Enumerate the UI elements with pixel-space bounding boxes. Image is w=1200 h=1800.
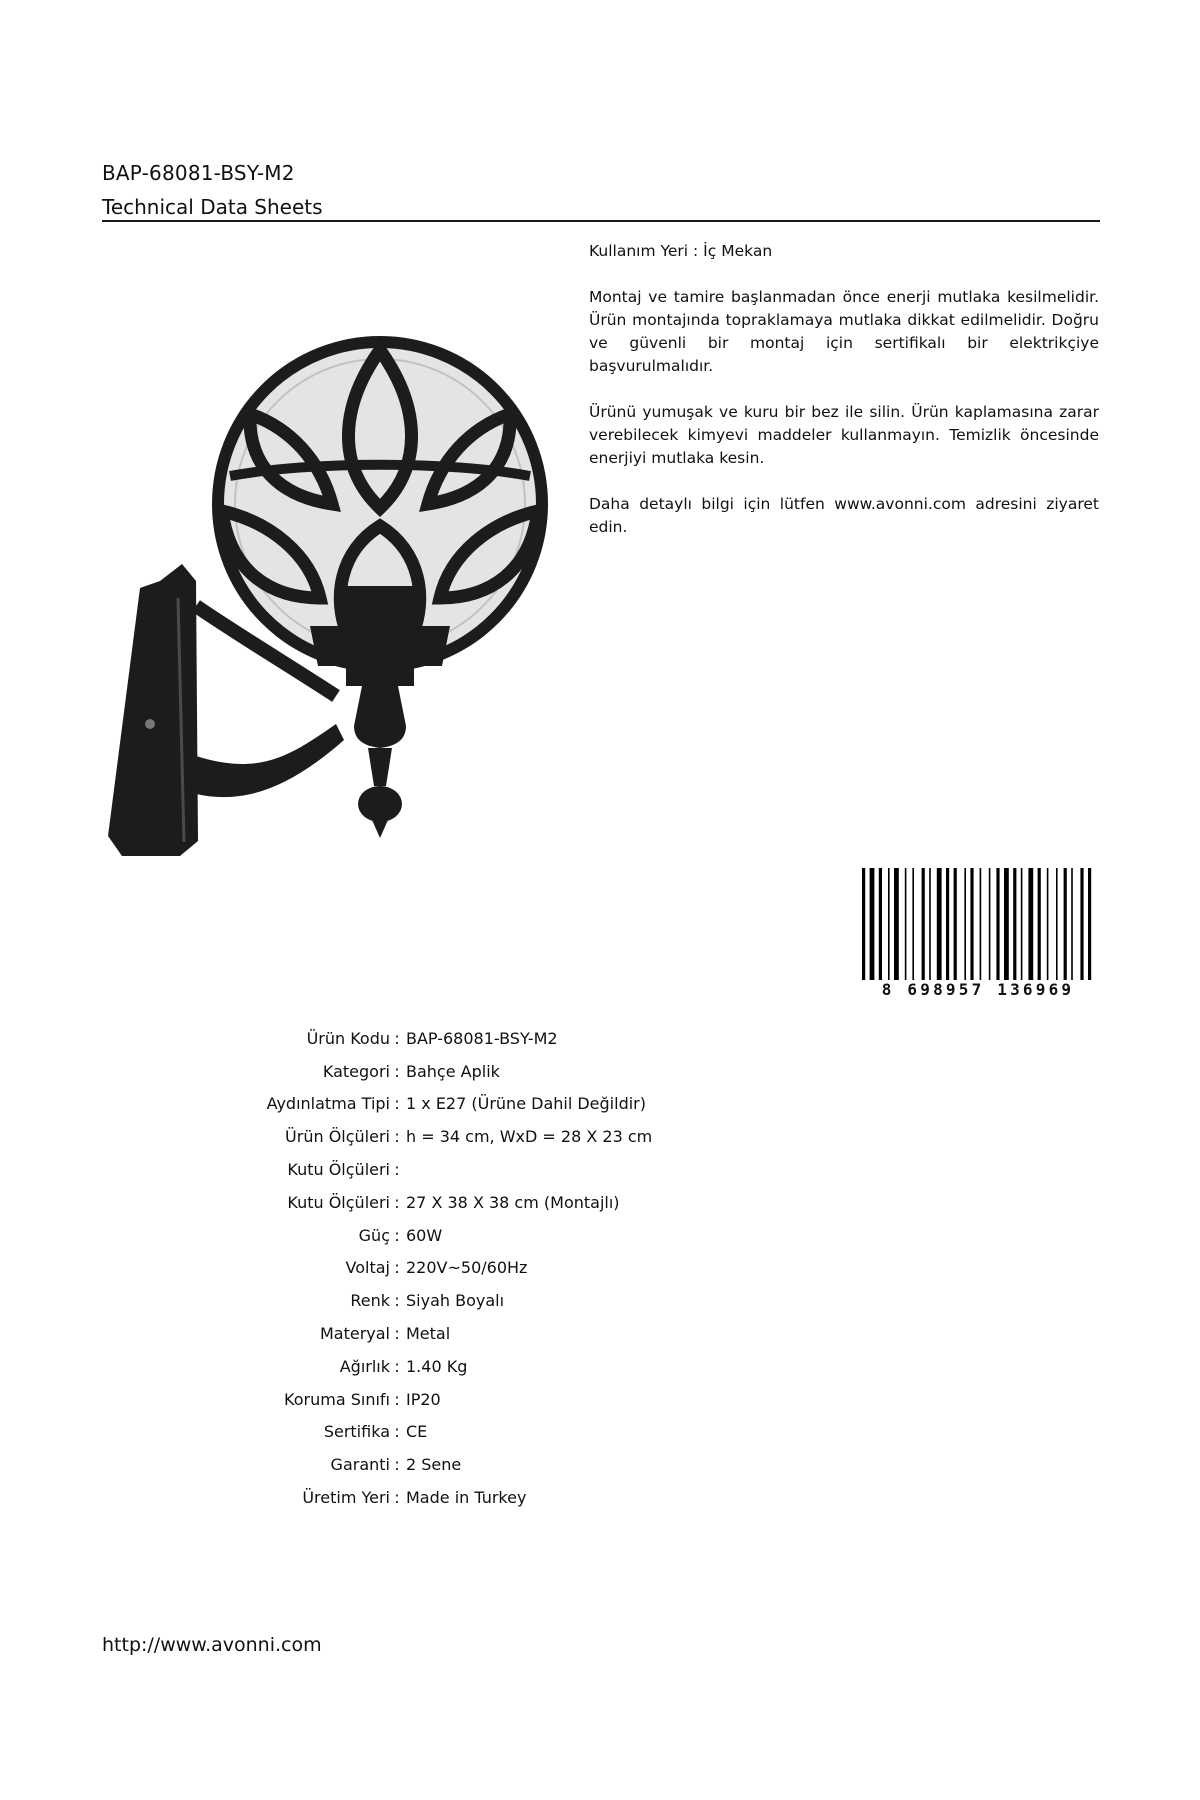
product-image [100,336,570,876]
spec-label: Kategori [322,1061,390,1081]
spec-label: Koruma Sınıfı [284,1389,390,1409]
barcode-bar [1028,868,1033,986]
spec-label: Garanti [330,1455,390,1475]
spec-separator: : [394,1225,400,1245]
spec-separator: : [394,1389,400,1409]
spec-row [150,1317,850,1350]
spec-row [150,1219,850,1252]
barcode-bar [922,868,925,986]
spec-label: Ürün Ölçüleri [285,1127,390,1147]
barcode-bar [989,868,991,986]
spec-separator: : [394,1127,400,1147]
spec-row [150,1383,850,1416]
barcode-bar [954,868,957,986]
spec-separator: : [394,1258,400,1278]
spec-label: Aydınlatma Tipi [266,1094,390,1114]
barcode-bar [1080,868,1083,986]
spec-row [150,1252,850,1285]
barcode-bar [1088,868,1091,986]
spec-separator: : [394,1291,400,1311]
barcode-bar [905,868,907,986]
spec-separator: : [394,1192,400,1212]
spec-separator: : [394,1356,400,1376]
spec-value: 1.40 Kg [406,1356,468,1376]
barcode-bar [1004,868,1009,986]
spec-row [150,1284,850,1317]
barcode-number: 8 698957 136969 [860,980,1096,999]
spec-value: CE [406,1422,428,1442]
spec-value: IP20 [406,1389,441,1409]
spec-label: Kutu Ölçüleri [287,1192,390,1212]
spec-row [150,1153,850,1186]
barcode-bar [912,868,914,986]
spec-value: BAP-68081-BSY-M2 [406,1028,558,1048]
spec-value: Metal [406,1324,451,1344]
spec-separator: : [394,1061,400,1081]
spec-separator: : [394,1028,400,1048]
spec-value: 220V~50/60Hz [406,1258,528,1278]
spec-value: 27 X 38 X 38 cm (Montajlı) [406,1192,620,1212]
spec-label: Renk [350,1291,390,1311]
spec-value: Siyah Boyalı [406,1291,505,1311]
spec-row [150,1186,850,1219]
barcode [860,868,1096,998]
spec-value: 1 x E27 (Ürüne Dahil Değildir) [406,1094,646,1114]
barcode-bar [894,868,899,986]
usage-location: Kullanım Yeri : İç Mekan [589,242,773,260]
spec-separator: : [394,1094,400,1114]
cleaning-paragraph: Ürünü yumuşak ve kuru bir bez ile silin. Ürün kaplamasına zarar verebilecek kimyevi maddeler kullanmayın. Temizlik öncesinde enerjiyi mutlaka kesin. [589,403,1099,467]
barcode-bar [888,868,890,986]
spec-label: Üretim Yeri [302,1488,390,1508]
barcode-bar [1021,868,1023,986]
spec-table [150,1022,850,1514]
spec-row [150,1350,850,1383]
spec-row [150,1416,850,1449]
spec-label: Kutu Ölçüleri [287,1160,390,1180]
spec-value: Bahçe Aplik [406,1061,500,1081]
spec-separator: : [394,1324,400,1344]
website-url[interactable]: http://www.avonni.com [102,1634,322,1656]
spec-label: Sertifika [323,1422,390,1442]
barcode-bar [1038,868,1041,986]
spec-row [150,1055,850,1088]
barcode-bar [1013,868,1016,986]
spec-separator: : [394,1422,400,1442]
barcode-bar [970,868,973,986]
header-divider [102,220,1100,222]
spec-label: Ürün Kodu [306,1028,390,1048]
spec-separator: : [394,1488,400,1508]
barcode-bar [1056,868,1058,986]
spec-row [150,1448,850,1481]
barcode-bar [879,868,882,986]
spec-label: Materyal [319,1324,390,1344]
barcode-bar [862,868,865,986]
barcode-bar [1047,868,1049,986]
product-code-title: BAP-68081-BSY-M2 [102,161,295,185]
safety-paragraph: Montaj ve tamire başlanmadan önce enerji mutlaka kesilmelidir. Ürün montajında topraklamaya mutlaka dikkat edilmelidir. Doğru ve güvenli bir montaj için sertifikalı bir elektrikçiye başvurulmalıdır. [589,288,1099,375]
spec-row [150,1022,850,1055]
barcode-bar [996,868,999,986]
spec-value: h = 34 cm, WxD = 28 X 23 cm [406,1127,653,1147]
spec-label: Ağırlık [339,1356,390,1376]
barcode-bar [980,868,982,986]
barcode-bar [1064,868,1067,986]
barcode-bar [937,868,942,986]
spec-separator: : [394,1455,400,1475]
spec-row [150,1088,850,1121]
spec-label: Güç [358,1225,390,1245]
usage-info [589,240,1099,562]
spec-label: Voltaj [345,1258,390,1278]
more-info-paragraph: Daha detaylı bilgi için lütfen www.avonni.com adresini ziyaret edin. [589,495,1099,536]
barcode-bar [929,868,931,986]
spec-value: Made in Turkey [406,1488,527,1508]
spec-separator: : [394,1160,400,1180]
spec-row [150,1120,850,1153]
spec-row [150,1481,850,1514]
spec-value: 60W [406,1225,443,1245]
barcode-bar [964,868,966,986]
document-header [102,156,1100,224]
barcode-bar [1071,868,1073,986]
barcode-bar [946,868,949,986]
barcode-bar [870,868,875,986]
document-type-title: Technical Data Sheets [102,195,323,219]
spec-value: 2 Sene [406,1455,462,1475]
